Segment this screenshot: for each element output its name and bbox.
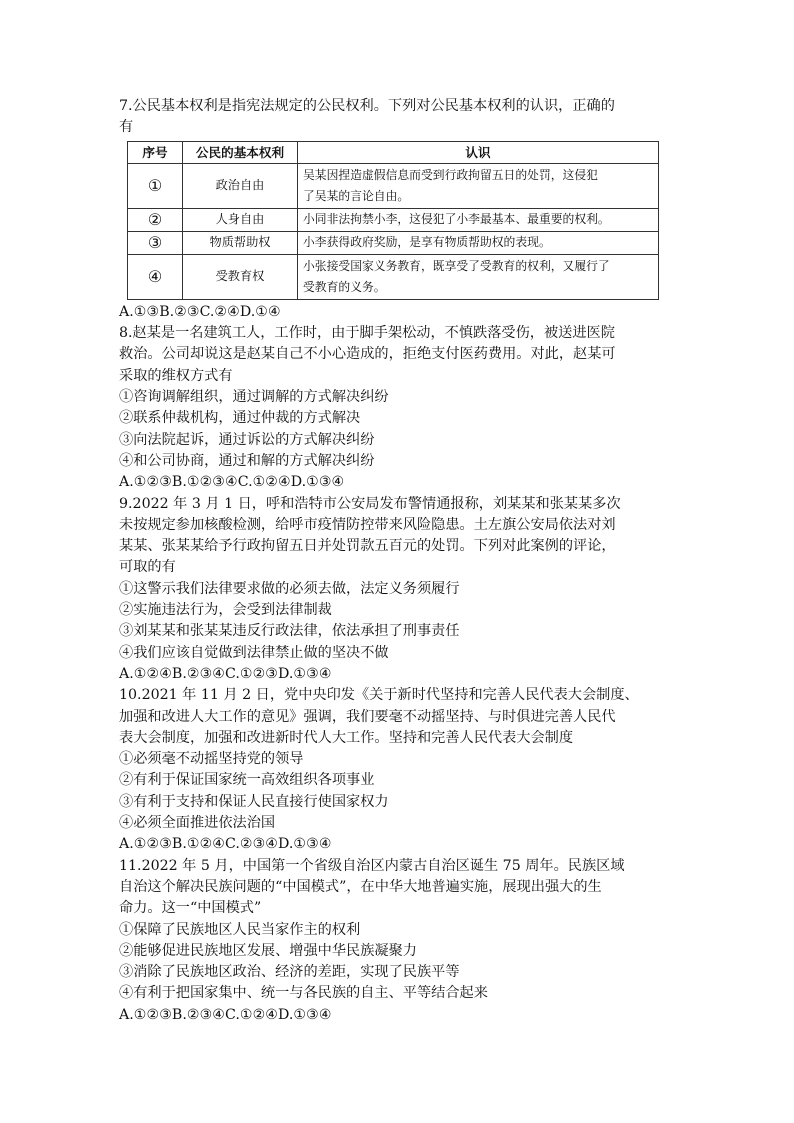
question-9 xyxy=(119,494,679,686)
header-right: 公民的基本权利 xyxy=(183,141,298,163)
table-row xyxy=(128,254,659,299)
row-right: 人身自由 xyxy=(183,208,298,231)
question-10-stem-line-3: 表大会制度，加强和改进新时代人大工作。坚持和完善人民代表大会制度 xyxy=(119,729,574,746)
question-10-item-4: ④必须全面推进依法治国 xyxy=(119,815,276,832)
question-11-stem-line-3: 命力。这一“中国模式” xyxy=(119,900,262,917)
question-10-item-1: ①必须毫不动摇坚持党的领导 xyxy=(119,751,304,768)
header-understanding: 认识 xyxy=(298,141,659,163)
question-10-options: A.①②③B.①②④C.②③④D.①③④ xyxy=(119,836,332,853)
question-8-item-2: ②联系仲裁机构，通过仲裁的方式解决 xyxy=(119,410,361,427)
question-9-item-3: ③刘某某和张某某违反行政法律，依法承担了刑事责任 xyxy=(119,623,460,640)
row-number: ③ xyxy=(128,231,183,254)
row-note-line: 小张接受国家义务教育，既享受了受教育的权利，又履行了 xyxy=(303,258,610,273)
exam-page xyxy=(119,96,679,1026)
row-right: 物质帮助权 xyxy=(183,231,298,254)
row-note-line: 受教育的义务。 xyxy=(303,279,386,294)
question-11-item-1: ①保障了民族地区人民当家作主的权利 xyxy=(119,921,361,938)
row-note xyxy=(298,208,659,231)
question-8 xyxy=(119,323,679,493)
question-8-item-3: ③向法院起诉，通过诉讼的方式解决纠纷 xyxy=(119,431,375,448)
table-row xyxy=(128,208,659,231)
row-right: 政治自由 xyxy=(183,163,298,208)
question-11-stem-line-2: 自治这个解决民族问题的“中国模式”，在中华大地普遍实施，展现出强大的生 xyxy=(119,878,602,895)
question-10-stem-line-1: 10.2021 年 11 月 2 日，党中央印发《关于新时代坚持和完善人民代表大会制度、 xyxy=(119,687,639,704)
question-9-item-4: ④我们应该自觉做到法律禁止做的坚决不做 xyxy=(119,644,389,661)
header-number: 序号 xyxy=(128,141,183,163)
question-9-stem-line-2: 未按规定参加核酸检测，给呼市疫情防控带来风险隐患。土左旗公安局依法对刘 xyxy=(119,516,616,533)
row-note xyxy=(298,254,659,299)
row-right: 受教育权 xyxy=(183,254,298,299)
row-note-line: 小同非法拘禁小李，这侵犯了小李最基本、最重要的权利。 xyxy=(303,212,610,227)
question-10-stem-line-2: 加强和改进人大工作的意见》强调，我们要毫不动摇坚持、与时俱进完善人民代 xyxy=(119,708,616,725)
row-note-line: 小李获得政府奖励，是享有物质帮助权的表现。 xyxy=(303,235,551,250)
table-row xyxy=(128,163,659,208)
question-10 xyxy=(119,685,679,855)
question-8-item-4: ④和公司协商，通过和解的方式解决纠纷 xyxy=(119,452,375,469)
question-8-stem-line-1: 8.赵某是一名建筑工人，工作时，由于脚手架松动，不慎跌落受伤，被送进医院 xyxy=(119,325,615,342)
question-8-options: A.①②③B.①②③④C.①②④D.①③④ xyxy=(119,474,345,491)
question-10-item-2: ②有利于保证国家统一高效组织各项事业 xyxy=(119,772,375,789)
row-number: ④ xyxy=(128,254,183,299)
question-11 xyxy=(119,856,679,1026)
row-number: ① xyxy=(128,163,183,208)
row-note xyxy=(298,163,659,208)
question-9-stem-line-1: 9.2022 年 3 月 1 日，呼和浩特市公安局发布警情通报称，刘某某和张某某多次 xyxy=(119,495,621,512)
row-note-line: 吴某因捏造虚假信息而受到行政拘留五日的处罚，这侵犯 xyxy=(303,167,598,182)
question-9-stem-line-4: 可取的有 xyxy=(119,559,176,576)
row-number: ② xyxy=(128,208,183,231)
rights-table xyxy=(127,141,659,300)
question-11-item-2: ②能够促进民族地区发展、增强中华民族凝聚力 xyxy=(119,942,417,959)
question-7-stem-line-2: 有 xyxy=(119,119,134,136)
question-8-stem-line-2: 救治。公司却说这是赵某自己不小心造成的，拒绝支付医药费用。对此，赵某可 xyxy=(119,346,616,363)
table-row xyxy=(128,231,659,254)
question-9-item-2: ②实施违法行为，会受到法律制裁 xyxy=(119,602,332,619)
question-11-item-4: ④有利于把国家集中、统一与各民族的自主、平等结合起来 xyxy=(119,985,488,1002)
row-note-line: 了吴某的言论自由。 xyxy=(303,188,410,203)
question-11-options: A.①②③B.②③④C.①②④D.①③④ xyxy=(119,1006,332,1023)
question-9-options: A.①②④B.②③④C.①②③D.①③④ xyxy=(119,665,332,682)
question-9-stem-line-3: 某某、张某某给予行政拘留五日并处罚款五百元的处罚。下列对此案例的评论， xyxy=(119,538,616,555)
question-7 xyxy=(119,96,679,323)
question-9-item-1: ①这警示我们法律要求做的必须去做，法定义务须履行 xyxy=(119,580,460,597)
rights-table-header xyxy=(128,141,659,163)
question-8-item-1: ①咨询调解组织，通过调解的方式解决纠纷 xyxy=(119,389,389,406)
question-8-stem-line-3: 采取的维权方式有 xyxy=(119,367,233,384)
question-10-item-3: ③有利于支持和保证人民直接行使国家权力 xyxy=(119,793,389,810)
question-11-stem-line-1: 11.2022 年 5 月，中国第一个省级自治区内蒙古自治区诞生 75 周年。民族区域 xyxy=(119,857,625,874)
question-7-stem-line-1: 7.公民基本权利是指宪法规定的公民权利。下列对公民基本权利的认识，正确的 xyxy=(119,98,615,114)
row-note xyxy=(298,231,659,254)
question-11-item-3: ③消除了民族地区政治、经济的差距，实现了民族平等 xyxy=(119,964,460,981)
question-7-options: A.①③B.②③C.②④D.①④ xyxy=(119,303,281,320)
